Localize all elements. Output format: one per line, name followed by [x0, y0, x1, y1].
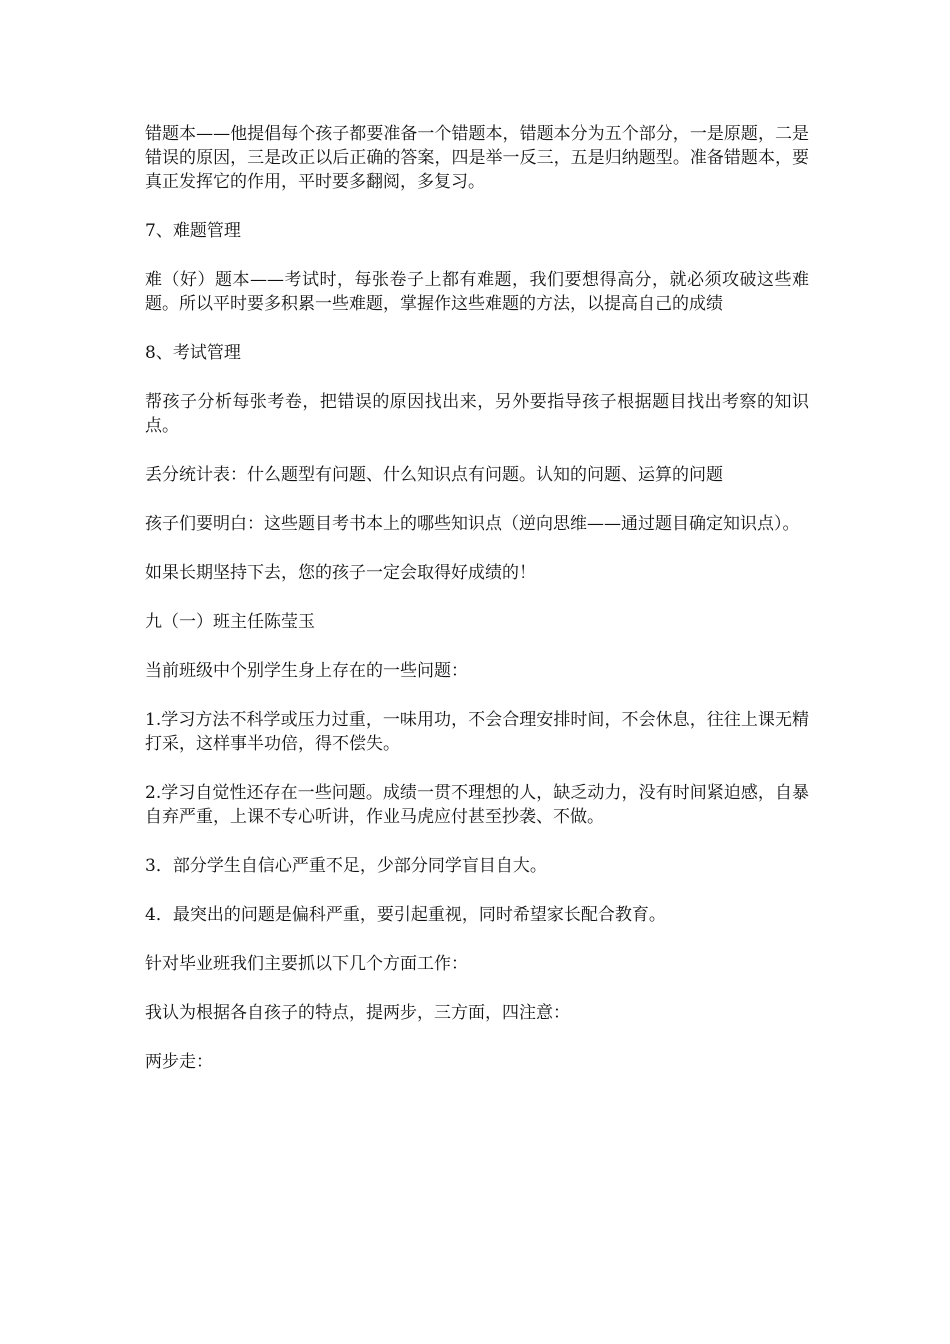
- heading-exam-management: 8、考试管理: [145, 343, 241, 363]
- paragraph-difficult-question-book: 难（好）题本——考试时，每张卷子上都有难题，我们要想得高分，就必须攻破这些难题。所以平时要多积累一些难题，掌握作这些难题的方法，以提高自己的成绩: [145, 270, 809, 314]
- list-item-problem-2: 2.学习自觉性还存在一些问题。成绩一贯不理想的人，缺乏动力，没有时间紧迫感，自暴自弃严重，上课不专心听讲，作业马虎应付甚至抄袭、不做。: [145, 783, 809, 827]
- paragraph-lost-points-table: 丢分统计表：什么题型有问题、什么知识点有问题。认知的问题、运算的问题: [145, 465, 723, 485]
- list-item-problem-1: 1.学习方法不科学或压力过重，一味用功，不会合理安排时间，不会休息，往往上课无精打采，这样事半功倍，得不偿失。: [145, 710, 809, 754]
- paragraph-class-teacher: 九（一）班主任陈莹玉: [145, 612, 315, 632]
- paragraph-problems-intro: 当前班级中个别学生身上存在的一些问题：: [145, 661, 468, 681]
- document-body: [145, 122, 809, 1099]
- paragraph-persist: 如果长期坚持下去，您的孩子一定会取得好成绩的！: [145, 563, 536, 583]
- paragraph-analyze-exam: 帮孩子分析每张考卷，把错误的原因找出来，另外要指导孩子根据题目找出考察的知识点。: [145, 392, 809, 436]
- paragraph-knowledge-points: 孩子们要明白：这些题目考书本上的哪些知识点（逆向思维——通过题目确定知识点）。: [145, 514, 800, 534]
- paragraph-two-steps-three-aspects: 我认为根据各自孩子的特点，提两步，三方面，四注意：: [145, 1003, 570, 1023]
- heading-difficult-question-management: 7、难题管理: [145, 221, 241, 241]
- list-item-problem-4: 4．最突出的问题是偏科严重，要引起重视，同时希望家长配合教育。: [145, 905, 666, 925]
- paragraph-graduating-class-work: 针对毕业班我们主要抓以下几个方面工作：: [145, 954, 468, 974]
- list-item-problem-3: 3．部分学生自信心严重不足，少部分同学盲目自大。: [145, 856, 547, 876]
- paragraph-wrong-question-book: 错题本——他提倡每个孩子都要准备一个错题本，错题本分为五个部分，一是原题，二是错误的原因，三是改正以后正确的答案，四是举一反三，五是归纳题型。准备错题本，要真正发挥它的作用，平时要多翻阅，多复习。: [145, 124, 809, 192]
- paragraph-two-steps: 两步走：: [145, 1052, 213, 1072]
